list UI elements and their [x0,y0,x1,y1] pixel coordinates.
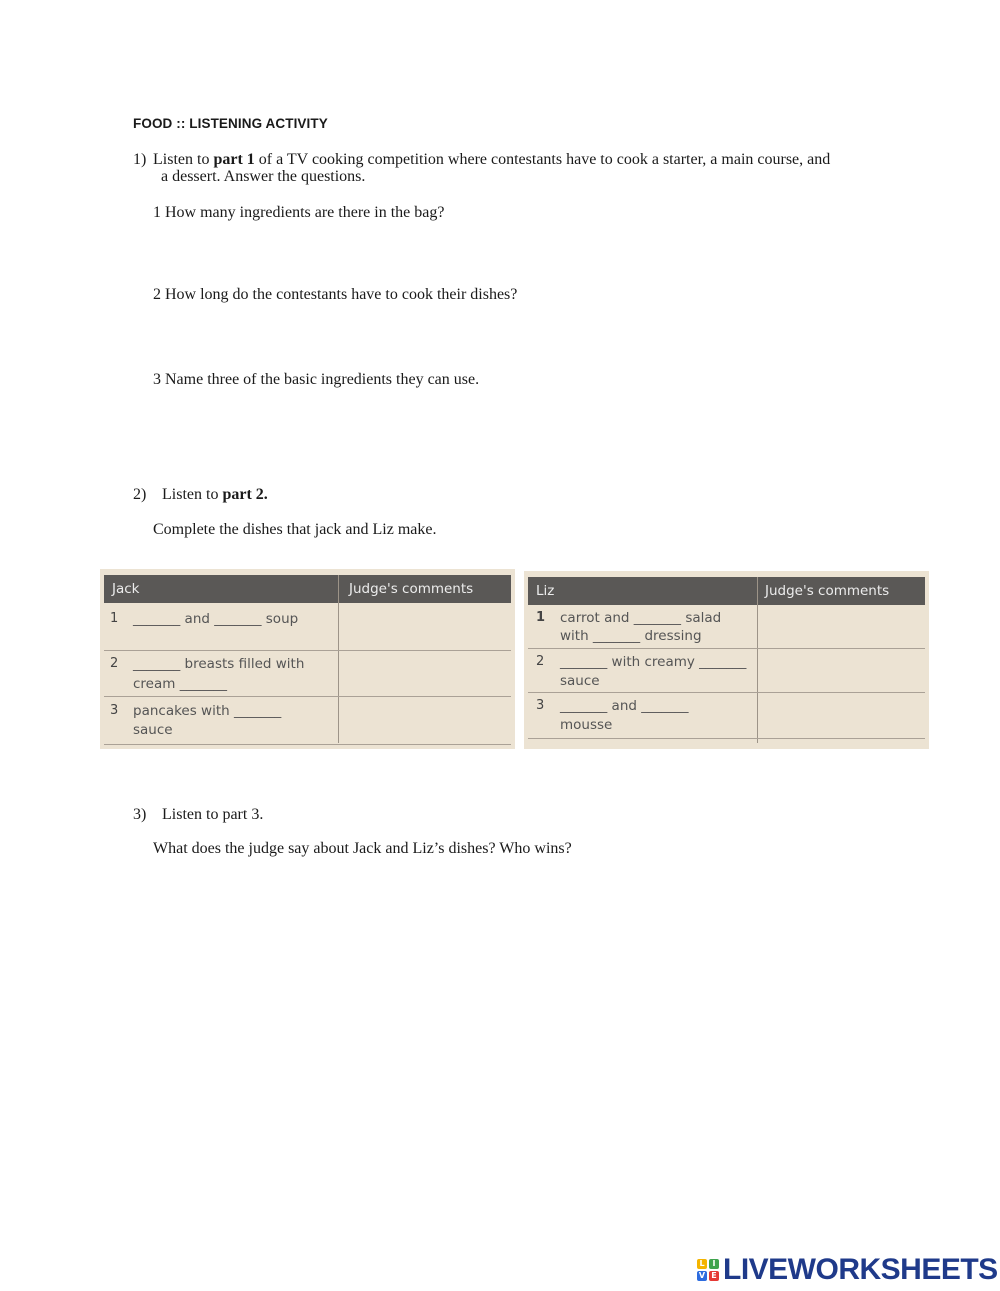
liveworksheets-logo-icon [697,1259,719,1281]
question-2-bold: part 2. [222,486,268,503]
question-2-instruction: Complete the dishes that jack and Liz make. [153,521,437,538]
question-1-line2: a dessert. Answer the questions. [161,168,366,185]
question-1-item-2: 2 How long do the contestants have to cook their dishes? [153,286,518,303]
jack-table-row-line [104,696,511,697]
jack-row-2-dish-line2[interactable]: cream _______ [133,676,227,692]
liz-table-row-line [528,738,925,739]
page-title: FOOD :: LISTENING ACTIVITY [133,116,328,131]
jack-table-row-line [104,744,511,745]
liz-table [524,571,929,749]
jack-row-3-dish-line1[interactable]: pancakes with _______ [133,703,282,719]
question-1-pre: Listen to [153,151,214,168]
question-1-item-3: 3 Name three of the basic ingredients they can use. [153,371,480,388]
question-2-number: 2) [133,486,147,503]
liveworksheets-logo-text: LIVEWORKSHEETS [723,1253,998,1286]
jack-row-3-number: 3 [110,703,119,718]
jack-table-col-comments: Judge's comments [349,581,474,597]
jack-table-row-line [104,650,511,651]
jack-row-2-dish-line1[interactable]: _______ breasts filled with [133,656,305,672]
jack-table-divider [338,575,339,743]
liz-table-col-dish: Liz [536,583,555,599]
liz-table-row-line [528,648,925,649]
liz-row-3-dish-line1[interactable]: _______ and _______ [560,698,689,714]
question-3-number: 3) [133,806,147,823]
question-1-bold: part 1 [213,151,255,168]
logo-mark-e: E [709,1271,719,1281]
question-2-pre: Listen to [162,486,223,503]
jack-row-2-number: 2 [110,656,119,671]
logo-mark-l: L [697,1259,707,1269]
liz-row-1-dish-line1[interactable]: carrot and _______ salad [560,610,722,626]
liz-table-header [528,577,925,605]
liz-table-col-comments: Judge's comments [765,583,890,599]
liz-row-1-dish-line2[interactable]: with _______ dressing [560,628,702,644]
jack-row-3-dish-line2: sauce [133,722,173,738]
liz-row-1-number: 1 [536,610,546,625]
logo-mark-i: I [709,1259,719,1269]
jack-table-header [104,575,511,603]
jack-table [100,569,515,749]
liz-row-3-dish-line2: mousse [560,717,613,733]
question-1-number: 1) [133,151,147,168]
liveworksheets-logo[interactable] [697,1252,998,1288]
question-1-text [153,151,830,169]
jack-row-1-number: 1 [110,611,119,626]
jack-row-1-dish[interactable]: _______ and _______ soup [133,611,299,627]
question-1-item-1: 1 How many ingredients are there in the bag? [153,204,445,221]
liz-row-2-dish-line2: sauce [560,673,600,689]
liz-row-2-number: 2 [536,654,545,669]
question-3-question: What does the judge say about Jack and Liz’s dishes? Who wins? [153,840,572,857]
question-1-post: of a TV cooking competition where contestants have to cook a starter, a main course, and [254,151,831,168]
question-3-text: Listen to part 3. [162,806,264,823]
liz-table-divider [757,577,758,743]
liz-row-2-dish-line1[interactable]: _______ with creamy _______ [560,654,747,670]
question-2-text [162,486,268,504]
liz-row-3-number: 3 [536,698,545,713]
liz-table-row-line [528,692,925,693]
logo-mark-v: V [698,1271,706,1280]
jack-table-col-dish: Jack [112,581,140,597]
